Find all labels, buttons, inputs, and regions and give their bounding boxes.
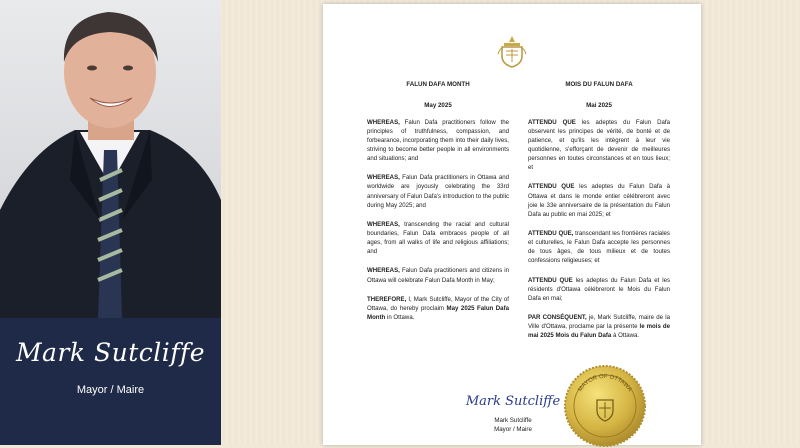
mayor-signature: Mark Sutcliffe	[465, 394, 561, 409]
french-heading: MOIS DU FALUN DAFA	[565, 81, 633, 88]
signer-name: Mark Sutcliffe	[494, 417, 532, 424]
french-par-consequent: PAR CONSÉQUENT, je, Mark Sutcliffe, maire de la Ville d'Ottawa, proclame par la présente le mois de mai 2025 Mois du Falun Dafa à Ottawa.	[528, 313, 670, 340]
french-attendu-1: ATTENDU QUE les adeptes du Falun Dafa observent les principes de vérité, de bonté et de patience, et qu'ils les intègrent à leur vie quotidienne, s'efforçant de devenir de meilleures personnes en toutes circonstances et en tous lieux; et	[528, 118, 670, 172]
mayor-portrait-photo	[0, 0, 221, 318]
english-month: May 2025	[424, 102, 452, 110]
english-whereas-1: WHEREAS, Falun Dafa practitioners follow the principles of truthfulness, compassion, and forbearance, incorporating them into their daily lives, striving to become better people in all environments and situations; and	[367, 118, 509, 163]
english-column	[367, 80, 509, 332]
french-month: Mai 2025	[586, 102, 612, 110]
portrait-illustration	[0, 0, 221, 318]
gold-seal-icon	[563, 364, 647, 448]
english-therefore: THEREFORE, I, Mark Sutcliffe, Mayor of the City of Ottawa, do hereby proclaim May 2025 Falun Dafa Month in Ottawa.	[367, 295, 509, 321]
english-whereas-3: WHEREAS, transcending the racial and cultural boundaries, Falun Dafa embraces people of all ages, from all walks of life and religious affiliations; and	[367, 220, 509, 256]
nameplate-signature: Mark Sutcliffe	[15, 338, 206, 367]
seal-text: MAYOR OF OTTAWA	[577, 373, 633, 393]
ottawa-crest-icon	[497, 34, 527, 68]
english-whereas-2: WHEREAS, Falun Dafa practitioners in Ottawa and worldwide are joyously celebrating the 33rd anniversary of Falun Dafa's introduction to the public during May 2025; and	[367, 174, 509, 209]
nameplate-title: Mayor / Maire	[76, 384, 145, 396]
english-heading: FALUN DAFA MONTH	[406, 81, 470, 88]
nameplate	[0, 318, 221, 445]
french-attendu-3: ATTENDU QUE, transcendant les frontières raciales et culturelles, le Falun Dafa accepte les personnes de tous âges, de tous milieux et de toutes confessions religieuses; et	[528, 230, 670, 265]
french-attendu-4: ATTENDU QUE les adeptes du Falun Dafa et les résidents d'Ottawa célébreront le Mois du Falun Dafa en mai;	[528, 276, 671, 302]
signer-title: Mayor / Maire	[494, 426, 532, 433]
english-whereas-4: WHEREAS, Falun Dafa practitioners and citizens in Ottawa will celebrate Falun Dafa Month in May;	[367, 267, 509, 284]
french-attendu-2: ATTENDU QUE les adeptes du Falun Dafa à Ottawa et dans le monde entier célébreront avec joie le 33e anniversaire de la présentation du Falun Dafa au public en mai 2025; et	[528, 183, 671, 218]
french-column	[528, 80, 670, 350]
proclamation-document	[323, 4, 701, 445]
